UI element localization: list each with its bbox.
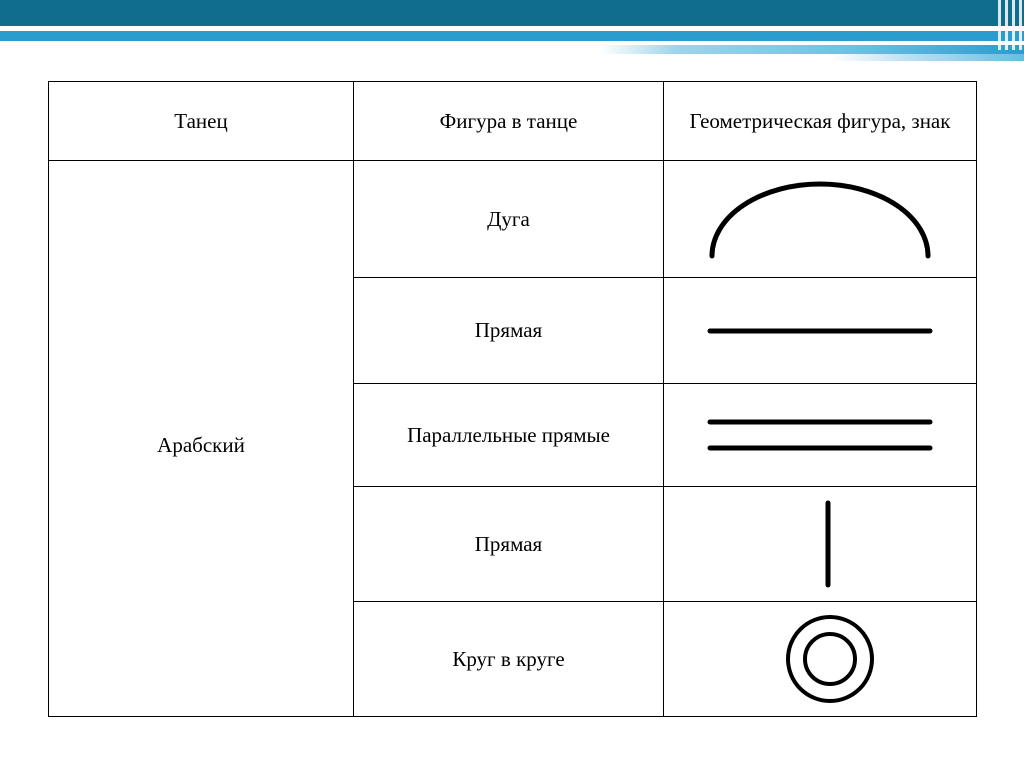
shape-cell bbox=[664, 602, 977, 717]
column-header-shape: Геометрическая фигура, знак bbox=[664, 82, 977, 161]
horizontal-line-shape-icon bbox=[664, 301, 976, 361]
tick-mark bbox=[998, 0, 1001, 50]
shape-cell bbox=[664, 278, 977, 384]
arc-shape-icon bbox=[664, 176, 976, 262]
slide-header-decoration bbox=[0, 0, 1024, 66]
figure-name-cell: Прямая bbox=[354, 278, 664, 384]
white-bar-secondary bbox=[0, 41, 1024, 45]
shape-cell bbox=[664, 161, 977, 278]
tick-mark bbox=[1012, 0, 1015, 50]
gradient-bar bbox=[600, 45, 1024, 54]
table-header-row bbox=[49, 82, 977, 161]
column-header-figure: Фигура в танце bbox=[354, 82, 664, 161]
figure-name-cell: Круг в круге bbox=[354, 602, 664, 717]
table-row bbox=[49, 161, 977, 278]
white-bar bbox=[0, 26, 1024, 31]
circle-in-circle-shape-icon bbox=[664, 611, 976, 707]
teal-bar bbox=[0, 0, 1024, 26]
parallel-lines-shape-icon bbox=[664, 402, 976, 468]
figure-name-cell: Дуга bbox=[354, 161, 664, 278]
gradient-bar-secondary bbox=[830, 54, 1024, 61]
dance-figures-table-container bbox=[48, 81, 976, 717]
shape-cell bbox=[664, 384, 977, 487]
shape-cell bbox=[664, 487, 977, 602]
tick-mark bbox=[1005, 0, 1008, 50]
figure-name-cell: Прямая bbox=[354, 487, 664, 602]
vertical-line-shape-icon bbox=[664, 497, 976, 591]
blue-bar bbox=[0, 31, 1024, 41]
column-header-dance: Танец bbox=[49, 82, 354, 161]
figure-name-cell: Параллельные прямые bbox=[354, 384, 664, 487]
tick-marks bbox=[994, 0, 1024, 50]
tick-mark bbox=[1019, 0, 1022, 50]
dance-name-cell: Арабский bbox=[49, 161, 354, 717]
dance-figures-table bbox=[48, 81, 977, 717]
